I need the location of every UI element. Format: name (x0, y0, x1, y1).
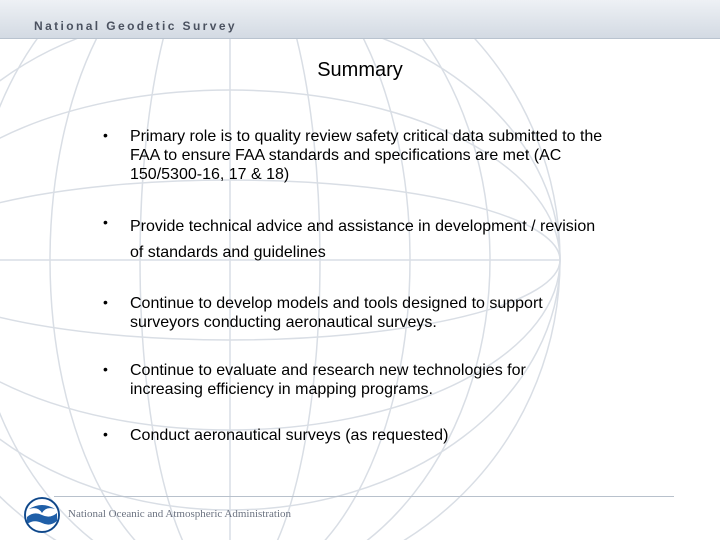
bullet-text: Continue to develop models and tools designed to support surveyors conducting aeronautical surveys. (130, 295, 543, 331)
bullet-symbol: • (103, 294, 108, 310)
bullet-text: Provide technical advice and assistance in development / revision of standards and guidelines (130, 218, 596, 261)
header-bar (0, 0, 720, 39)
bullet-text: Continue to evaluate and research new technologies for increasing efficiency in mapping programs. (130, 362, 526, 398)
bullet-symbol: • (103, 214, 108, 230)
footer-agency-name: National Oceanic and Atmospheric Administration (68, 508, 292, 520)
slide-title: Summary (317, 59, 403, 81)
noaa-logo-icon (24, 497, 60, 533)
bullet-text: Primary role is to quality review safety critical data submitted to the FAA to ensure FAA standards and specifications are met (AC 150/5300-16, 17 & 18) (130, 128, 603, 183)
bullet-symbol: • (103, 426, 108, 442)
bullet-text: Conduct aeronautical surveys (as requested) (130, 427, 449, 444)
header-title: National Geodetic Survey (34, 19, 237, 33)
bullet-symbol: • (103, 127, 108, 143)
footer-divider (54, 496, 674, 497)
bullet-symbol: • (103, 361, 108, 377)
